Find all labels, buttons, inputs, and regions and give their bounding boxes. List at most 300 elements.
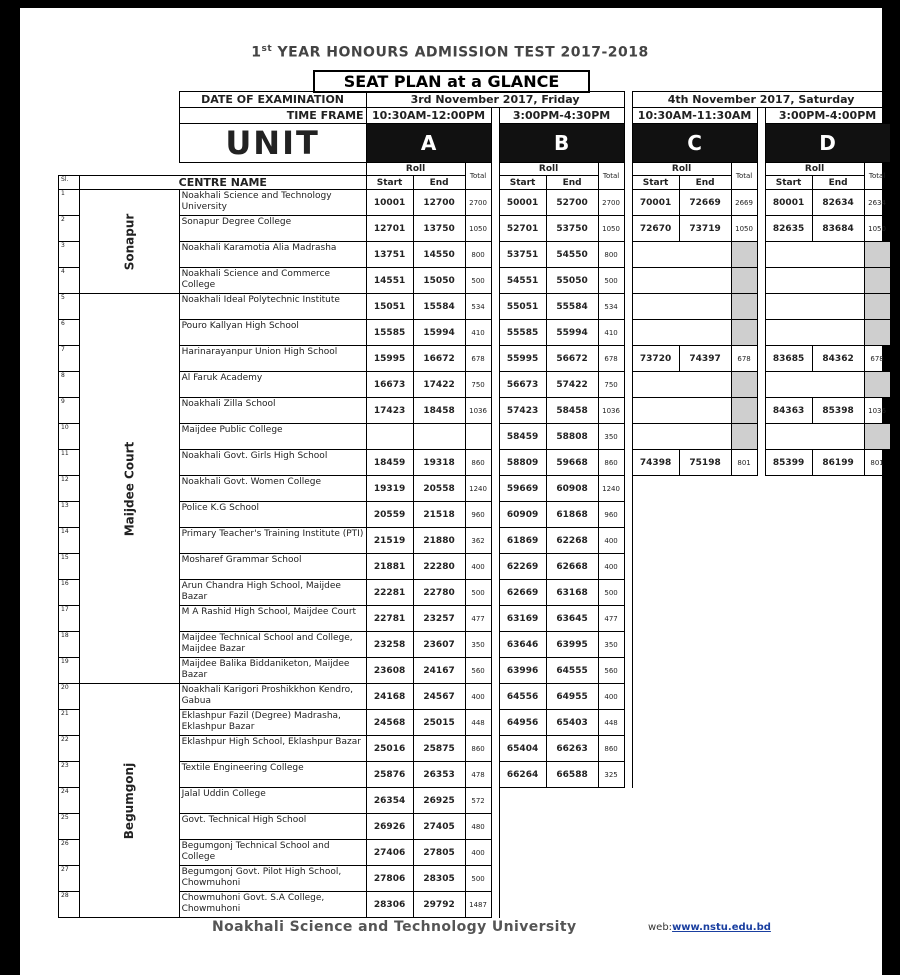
unit-a-total: 350 xyxy=(465,632,491,658)
centre-name: Primary Teacher's Training Institute (PTI) xyxy=(179,528,366,554)
serial-number: 2 xyxy=(59,216,80,242)
serial-number: 27 xyxy=(59,866,80,892)
unit-a-total: 1487 xyxy=(465,892,491,918)
centre-name-label: CENTRE NAME xyxy=(80,176,367,190)
unit-a-end: 15050 xyxy=(413,268,465,294)
table-row xyxy=(59,528,895,554)
unit-b-total: 678 xyxy=(598,346,624,372)
unit-b-start: 55051 xyxy=(499,294,546,320)
unit-a-total: 534 xyxy=(465,294,491,320)
unit-c-start: 70001 xyxy=(632,190,679,216)
serial-number: 7 xyxy=(59,346,80,372)
unit-c-start: 74398 xyxy=(632,450,679,476)
unit-b-start: 57423 xyxy=(499,398,546,424)
end-label: End xyxy=(679,176,731,190)
unit-d: D xyxy=(765,124,890,163)
unit-d-total: 2634 xyxy=(864,190,890,216)
page-subtitle: SEAT PLAN at a GLANCE xyxy=(313,70,590,93)
unit-d-end: 84362 xyxy=(812,346,864,372)
centre-name: Sonapur Degree College xyxy=(179,216,366,242)
table-row xyxy=(59,632,895,658)
unit-b-start: 58809 xyxy=(499,450,546,476)
serial-number: 23 xyxy=(59,762,80,788)
unit-a-end: 25875 xyxy=(413,736,465,762)
total-label: Total xyxy=(731,163,757,190)
serial-number: 11 xyxy=(59,450,80,476)
unit-a-total: 500 xyxy=(465,866,491,892)
unit-b-end: 55994 xyxy=(546,320,598,346)
unit-a-end: 26353 xyxy=(413,762,465,788)
location-text: Begumgonj xyxy=(122,762,137,839)
unit-b-end: 54550 xyxy=(546,242,598,268)
unit-a-start: 27806 xyxy=(366,866,413,892)
table-row xyxy=(59,268,895,294)
unit-a-end: 26925 xyxy=(413,788,465,814)
unit-b-end: 63645 xyxy=(546,606,598,632)
unit-c-end: 73719 xyxy=(679,216,731,242)
unit-a-total: 960 xyxy=(465,502,491,528)
table-row xyxy=(59,424,895,450)
centre-name: Noakhali Govt. Girls High School xyxy=(179,450,366,476)
unit-d-total: 678 xyxy=(864,346,890,372)
serial-number: 12 xyxy=(59,476,80,502)
centre-name: Maijdee Technical School and College, Maijdee Bazar xyxy=(179,632,366,658)
unit-a-start: 24168 xyxy=(366,684,413,710)
unit-a-total: 678 xyxy=(465,346,491,372)
unit-a-total: 860 xyxy=(465,736,491,762)
centre-name: Textile Engineering College xyxy=(179,762,366,788)
centre-name: Eklashpur High School, Eklashpur Bazar xyxy=(179,736,366,762)
unit-b-start: 62669 xyxy=(499,580,546,606)
unit-b-start: 58459 xyxy=(499,424,546,450)
unit-b-start: 60909 xyxy=(499,502,546,528)
serial-number: 25 xyxy=(59,814,80,840)
unit-a-total: 410 xyxy=(465,320,491,346)
unit-a-total: 500 xyxy=(465,580,491,606)
unit-b-end: 57422 xyxy=(546,372,598,398)
centre-name: Govt. Technical High School xyxy=(179,814,366,840)
unit-a-total: 362 xyxy=(465,528,491,554)
unit-b-start: 64556 xyxy=(499,684,546,710)
unit-b-start: 55995 xyxy=(499,346,546,372)
table-row xyxy=(59,346,895,372)
unit-b-total: 477 xyxy=(598,606,624,632)
unit-a-end: 17422 xyxy=(413,372,465,398)
location-text: Maijdee Court xyxy=(122,441,137,536)
sl-label: Sl. xyxy=(59,176,80,190)
unit-a-end: 19318 xyxy=(413,450,465,476)
unit-a-end: 21880 xyxy=(413,528,465,554)
unit-c-end: 75198 xyxy=(679,450,731,476)
serial-number: 13 xyxy=(59,502,80,528)
serial-number: 18 xyxy=(59,632,80,658)
centre-name: Begumgonj Govt. Pilot High School, Chowmuhoni xyxy=(179,866,366,892)
centre-name: Noakhali Karigori Proshikkhon Kendro, Gabua xyxy=(179,684,366,710)
serial-number: 21 xyxy=(59,710,80,736)
end-label: End xyxy=(812,176,864,190)
unit-a-total: 500 xyxy=(465,268,491,294)
table-row xyxy=(59,840,895,866)
unit-b-end: 64555 xyxy=(546,658,598,684)
unit-a-start: 20559 xyxy=(366,502,413,528)
unit-a-total: 1240 xyxy=(465,476,491,502)
unit-b-total: 960 xyxy=(598,502,624,528)
total-label: Total xyxy=(465,163,491,190)
unit-a-end: 21518 xyxy=(413,502,465,528)
unit-b-start: 63646 xyxy=(499,632,546,658)
unit-a-start: 15585 xyxy=(366,320,413,346)
unit-a-end: 16672 xyxy=(413,346,465,372)
unit-label: UNIT xyxy=(179,124,366,163)
serial-number: 19 xyxy=(59,658,80,684)
unit-a-end xyxy=(413,424,465,450)
unit-a: A xyxy=(366,124,491,163)
unit-a-start: 10001 xyxy=(366,190,413,216)
unit-d-end: 86199 xyxy=(812,450,864,476)
unit-a-start: 18459 xyxy=(366,450,413,476)
unit-c-total: 1050 xyxy=(731,216,757,242)
unit-b-total: 500 xyxy=(598,268,624,294)
unit-b-start: 63996 xyxy=(499,658,546,684)
unit-a-total: 478 xyxy=(465,762,491,788)
unit-a-total: 477 xyxy=(465,606,491,632)
unit-b-start: 65404 xyxy=(499,736,546,762)
serial-number: 5 xyxy=(59,294,80,320)
unit-a-start: 21519 xyxy=(366,528,413,554)
unit-a-total: 1050 xyxy=(465,216,491,242)
footer-web: web:www.nstu.edu.bd xyxy=(648,922,771,933)
table-row xyxy=(59,684,895,710)
serial-number: 26 xyxy=(59,840,80,866)
unit-b-end: 62668 xyxy=(546,554,598,580)
location-label xyxy=(80,684,180,918)
unit-c-total: 678 xyxy=(731,346,757,372)
unit-b-total: 350 xyxy=(598,632,624,658)
unit-b-end: 66263 xyxy=(546,736,598,762)
unit-a-start: 14551 xyxy=(366,268,413,294)
roll-label: Roll xyxy=(366,163,465,176)
unit-a-total: 400 xyxy=(465,684,491,710)
unit-a-end: 25015 xyxy=(413,710,465,736)
unit-a-start: 28306 xyxy=(366,892,413,918)
centre-name: Noakhali Science and Technology University xyxy=(179,190,366,216)
unit-d-end: 83684 xyxy=(812,216,864,242)
unit-a-total: 448 xyxy=(465,710,491,736)
unit-b-start: 62269 xyxy=(499,554,546,580)
serial-number: 16 xyxy=(59,580,80,606)
table-row xyxy=(59,502,895,528)
unit-a-end: 24567 xyxy=(413,684,465,710)
footer-university: Noakhali Science and Technology University xyxy=(212,919,577,935)
end-label: End xyxy=(413,176,465,190)
centre-name: Pouro Kallyan High School xyxy=(179,320,366,346)
unit-b-end: 63168 xyxy=(546,580,598,606)
unit-a-total: 480 xyxy=(465,814,491,840)
serial-number: 9 xyxy=(59,398,80,424)
table-row xyxy=(59,294,895,320)
table-row xyxy=(59,736,895,762)
unit-a-total: 2700 xyxy=(465,190,491,216)
unit-a-end: 18458 xyxy=(413,398,465,424)
unit-a-total: 800 xyxy=(465,242,491,268)
serial-number: 15 xyxy=(59,554,80,580)
unit-b-total: 400 xyxy=(598,684,624,710)
unit-b-end: 66588 xyxy=(546,762,598,788)
unit-d-total: 1050 xyxy=(864,216,890,242)
unit-b-end: 55584 xyxy=(546,294,598,320)
unit-a-end: 22280 xyxy=(413,554,465,580)
unit-b-start: 64956 xyxy=(499,710,546,736)
unit-a-end: 14550 xyxy=(413,242,465,268)
unit-b-end: 58458 xyxy=(546,398,598,424)
time-slot: 10:30AM-11:30AM xyxy=(632,108,757,124)
unit-b-total: 448 xyxy=(598,710,624,736)
centre-name: Eklashpur Fazil (Degree) Madrasha, Eklashpur Bazar xyxy=(179,710,366,736)
centre-name: Harinarayanpur Union High School xyxy=(179,346,366,372)
unit-b-start: 59669 xyxy=(499,476,546,502)
start-label: Start xyxy=(366,176,413,190)
unit-c-end: 74397 xyxy=(679,346,731,372)
table-row xyxy=(59,242,895,268)
unit-a-start: 27406 xyxy=(366,840,413,866)
unit-a-end: 12700 xyxy=(413,190,465,216)
centre-name: Noakhali Karamotia Alia Madrasha xyxy=(179,242,366,268)
table-row xyxy=(59,580,895,606)
unit-b-total: 400 xyxy=(598,528,624,554)
unit-a-end: 28305 xyxy=(413,866,465,892)
centre-name: Begumgonj Technical School and College xyxy=(179,840,366,866)
centre-name: Noakhali Zilla School xyxy=(179,398,366,424)
table-row xyxy=(59,398,895,424)
unit-c-total: 801 xyxy=(731,450,757,476)
unit-a-end: 29792 xyxy=(413,892,465,918)
unit-a-start: 22781 xyxy=(366,606,413,632)
serial-number: 28 xyxy=(59,892,80,918)
unit-b-start: 56673 xyxy=(499,372,546,398)
unit-b-total: 750 xyxy=(598,372,624,398)
table-row xyxy=(59,216,895,242)
unit-b-start: 61869 xyxy=(499,528,546,554)
unit-a-total: 1036 xyxy=(465,398,491,424)
centre-name: Noakhali Ideal Polytechnic Institute xyxy=(179,294,366,320)
unit-a-total: 560 xyxy=(465,658,491,684)
centre-name: Al Faruk Academy xyxy=(179,372,366,398)
start-label: Start xyxy=(765,176,812,190)
unit-a-start: 16673 xyxy=(366,372,413,398)
website-link[interactable]: www.nstu.edu.bd xyxy=(672,922,771,933)
unit-b-end: 59668 xyxy=(546,450,598,476)
unit-d-end: 82634 xyxy=(812,190,864,216)
unit-a-start xyxy=(366,424,413,450)
centre-name: M A Rashid High School, Maijdee Court xyxy=(179,606,366,632)
unit-a-start: 23258 xyxy=(366,632,413,658)
unit-b-end: 61868 xyxy=(546,502,598,528)
location-label xyxy=(80,190,180,294)
unit-d-start: 80001 xyxy=(765,190,812,216)
unit-b-start: 66264 xyxy=(499,762,546,788)
unit-b-total: 2700 xyxy=(598,190,624,216)
location-label xyxy=(80,294,180,684)
unit-a-total: 860 xyxy=(465,450,491,476)
unit-c-total: 2669 xyxy=(731,190,757,216)
unit-b-start: 54551 xyxy=(499,268,546,294)
centre-name: Police K.G School xyxy=(179,502,366,528)
serial-number: 14 xyxy=(59,528,80,554)
date-label: DATE OF EXAMINATION xyxy=(179,92,366,108)
unit-d-total: 1036 xyxy=(864,398,890,424)
time-slot: 3:00PM-4:30PM xyxy=(499,108,624,124)
unit-a-end: 15584 xyxy=(413,294,465,320)
roll-label: Roll xyxy=(499,163,598,176)
unit-b-end: 53750 xyxy=(546,216,598,242)
table-row xyxy=(59,814,895,840)
table-row xyxy=(59,710,895,736)
unit-b-end: 64955 xyxy=(546,684,598,710)
unit-a-start: 13751 xyxy=(366,242,413,268)
centre-name: Maijdee Balika Biddaniketon, Maijdee Bazar xyxy=(179,658,366,684)
unit-a-start: 25876 xyxy=(366,762,413,788)
table-row xyxy=(59,606,895,632)
unit-b-start: 53751 xyxy=(499,242,546,268)
unit-a-end: 22780 xyxy=(413,580,465,606)
serial-number: 6 xyxy=(59,320,80,346)
unit-b-total: 1036 xyxy=(598,398,624,424)
centre-name: Jalal Uddin College xyxy=(179,788,366,814)
table-row xyxy=(59,190,895,216)
unit-a-total: 400 xyxy=(465,554,491,580)
unit-b-end: 63995 xyxy=(546,632,598,658)
table-row xyxy=(59,762,895,788)
unit-a-start: 23608 xyxy=(366,658,413,684)
unit-d-end: 85398 xyxy=(812,398,864,424)
unit-a-end: 23257 xyxy=(413,606,465,632)
table-row xyxy=(59,788,895,814)
serial-number: 17 xyxy=(59,606,80,632)
table-row xyxy=(59,554,895,580)
unit-b-total: 400 xyxy=(598,554,624,580)
unit-b-total: 500 xyxy=(598,580,624,606)
unit-a-end: 27805 xyxy=(413,840,465,866)
unit-b-end: 60908 xyxy=(546,476,598,502)
unit-b-end: 52700 xyxy=(546,190,598,216)
table-row xyxy=(59,476,895,502)
unit-b-start: 63169 xyxy=(499,606,546,632)
unit-a-start: 26354 xyxy=(366,788,413,814)
unit-d-start: 83685 xyxy=(765,346,812,372)
centre-name: Chowmuhoni Govt. S.A College, Chowmuhoni xyxy=(179,892,366,918)
unit-a-total: 572 xyxy=(465,788,491,814)
unit-b-total: 800 xyxy=(598,242,624,268)
unit-a-total: 750 xyxy=(465,372,491,398)
unit-b-end: 58808 xyxy=(546,424,598,450)
unit-a-start: 12701 xyxy=(366,216,413,242)
centre-name: Arun Chandra High School, Maijdee Bazar xyxy=(179,580,366,606)
unit-a-start: 21881 xyxy=(366,554,413,580)
time-slot: 3:00PM-4:00PM xyxy=(765,108,890,124)
unit-b-end: 62268 xyxy=(546,528,598,554)
date-nov-4: 4th November 2017, Saturday xyxy=(632,92,890,108)
unit-b-total: 350 xyxy=(598,424,624,450)
table-row xyxy=(59,866,895,892)
unit-a-start: 26926 xyxy=(366,814,413,840)
unit-b-total: 1240 xyxy=(598,476,624,502)
serial-number: 22 xyxy=(59,736,80,762)
date-nov-3: 3rd November 2017, Friday xyxy=(366,92,624,108)
unit-c-end: 72669 xyxy=(679,190,731,216)
serial-number: 24 xyxy=(59,788,80,814)
unit-b-end: 56672 xyxy=(546,346,598,372)
location-text: Sonapur xyxy=(122,213,137,270)
unit-d-start: 84363 xyxy=(765,398,812,424)
unit-d-total: 801 xyxy=(864,450,890,476)
unit-a-end: 13750 xyxy=(413,216,465,242)
unit-c-start: 73720 xyxy=(632,346,679,372)
unit-b-total: 410 xyxy=(598,320,624,346)
start-label: Start xyxy=(499,176,546,190)
unit-d-start: 85399 xyxy=(765,450,812,476)
roll-label: Roll xyxy=(632,163,731,176)
unit-a-start: 15051 xyxy=(366,294,413,320)
serial-number: 10 xyxy=(59,424,80,450)
end-label: End xyxy=(546,176,598,190)
roll-label: Roll xyxy=(765,163,864,176)
centre-name: Mosharef Grammar School xyxy=(179,554,366,580)
unit-a-start: 25016 xyxy=(366,736,413,762)
centre-name: Noakhali Govt. Women College xyxy=(179,476,366,502)
unit-a-start: 22281 xyxy=(366,580,413,606)
unit-a-start: 15995 xyxy=(366,346,413,372)
serial-number: 4 xyxy=(59,268,80,294)
unit-b-end: 55050 xyxy=(546,268,598,294)
time-slot: 10:30AM-12:00PM xyxy=(366,108,491,124)
unit-b-start: 55585 xyxy=(499,320,546,346)
unit-a-end: 20558 xyxy=(413,476,465,502)
time-frame-label: TIME FRAME xyxy=(179,108,366,124)
serial-number: 3 xyxy=(59,242,80,268)
unit-a-start: 17423 xyxy=(366,398,413,424)
page-title: 1st YEAR HONOURS ADMISSION TEST 2017-2018 xyxy=(251,44,649,61)
table-row xyxy=(59,320,895,346)
unit-a-end: 24167 xyxy=(413,658,465,684)
unit-d-start: 82635 xyxy=(765,216,812,242)
unit-b-total: 325 xyxy=(598,762,624,788)
unit-b-end: 65403 xyxy=(546,710,598,736)
total-label: Total xyxy=(598,163,624,190)
unit-a-end: 23607 xyxy=(413,632,465,658)
unit-b-total: 860 xyxy=(598,736,624,762)
unit-a-total xyxy=(465,424,491,450)
unit-a-end: 15994 xyxy=(413,320,465,346)
unit-b-total: 860 xyxy=(598,450,624,476)
table-row xyxy=(59,658,895,684)
unit-c: C xyxy=(632,124,757,163)
unit-b-total: 534 xyxy=(598,294,624,320)
unit-a-total: 400 xyxy=(465,840,491,866)
unit-a-end: 27405 xyxy=(413,814,465,840)
table-row xyxy=(59,892,895,918)
unit-c-start: 72670 xyxy=(632,216,679,242)
serial-number: 8 xyxy=(59,372,80,398)
unit-a-start: 24568 xyxy=(366,710,413,736)
unit-b-total: 1050 xyxy=(598,216,624,242)
unit-b-start: 50001 xyxy=(499,190,546,216)
serial-number: 1 xyxy=(59,190,80,216)
seat-plan-table xyxy=(58,91,894,918)
centre-name: Noakhali Science and Commerce College xyxy=(179,268,366,294)
table-row xyxy=(59,450,895,476)
centre-name: Maijdee Public College xyxy=(179,424,366,450)
unit-b-start: 52701 xyxy=(499,216,546,242)
